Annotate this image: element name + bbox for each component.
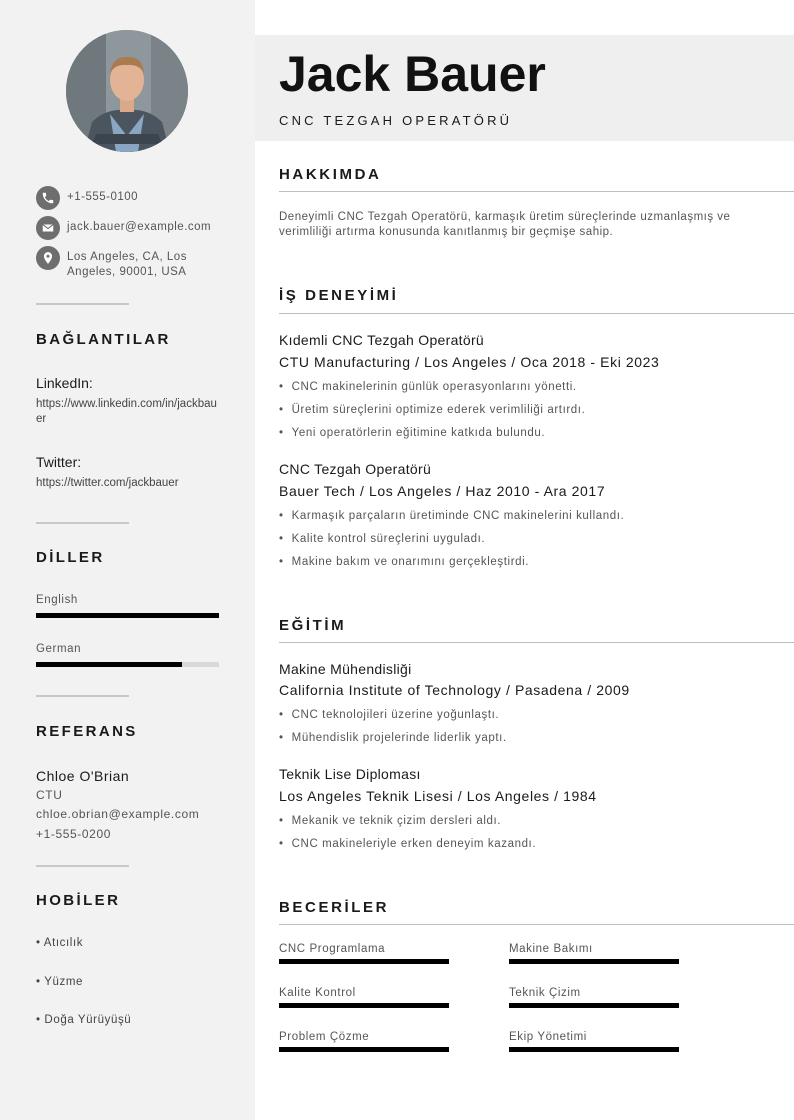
email-text: jack.bauer@example.com xyxy=(67,221,212,233)
twitter-label: Twitter: xyxy=(36,454,82,470)
language-name: German xyxy=(36,643,82,655)
hobby-item: • Atıcılık xyxy=(36,937,84,949)
skill-level-fill xyxy=(509,1003,679,1008)
bullet-item: • Makine bakım ve onarımını gerçekleştirdi. xyxy=(279,554,779,577)
skills-heading: BECERİLER xyxy=(279,899,390,916)
bullet-item: • CNC teknolojileri üzerine yoğunlaştı. xyxy=(279,707,779,730)
skill-level-fill xyxy=(279,1047,449,1052)
job-bullets xyxy=(279,508,779,577)
profile-photo-image xyxy=(66,30,188,152)
skill-item xyxy=(509,987,679,1008)
section-rule xyxy=(279,642,794,643)
degree-meta: Los Angeles Teknik Lisesi / Los Angeles / 1984 xyxy=(279,788,597,804)
divider xyxy=(36,303,129,305)
skill-level-bar xyxy=(279,1003,449,1008)
job-position: CNC Tezgah Operatörü xyxy=(279,461,432,477)
contact-phone xyxy=(36,186,217,210)
address-text: Los Angeles, CA, Los Angeles, 90001, USA xyxy=(67,251,187,278)
job-meta: CTU Manufacturing / Los Angeles / Oca 2018 - Eki 2023 xyxy=(279,354,660,370)
experience-heading: İŞ DENEYİMİ xyxy=(279,287,399,304)
job-meta: Bauer Tech / Los Angeles / Haz 2010 - Ara 2017 xyxy=(279,483,606,499)
bullet-item: • CNC makinelerinin günlük operasyonlarını yönetti. xyxy=(279,379,779,402)
contact-address xyxy=(36,246,202,280)
bullet-item: • Mekanik ve teknik çizim dersleri aldı. xyxy=(279,813,779,836)
language-name: English xyxy=(36,594,78,606)
location-pin-icon xyxy=(36,246,60,270)
degree-title: Makine Mühendisliği xyxy=(279,661,412,677)
skill-level-fill xyxy=(509,1047,679,1052)
skill-level-bar xyxy=(509,1047,679,1052)
divider xyxy=(36,865,129,867)
skill-name: Problem Çözme xyxy=(279,1031,370,1043)
degree-bullets xyxy=(279,707,779,753)
reference-company: CTU xyxy=(36,788,63,802)
about-heading: HAKKIMDA xyxy=(279,166,382,183)
skill-level-fill xyxy=(279,1003,449,1008)
main-content xyxy=(255,0,794,1120)
languages-heading: DİLLER xyxy=(36,549,105,566)
degree-meta: California Institute of Technology / Pasadena / 2009 xyxy=(279,682,630,698)
divider xyxy=(36,695,129,697)
hobby-item: • Doğa Yürüyüşü xyxy=(36,1014,132,1026)
skill-level-fill xyxy=(279,959,449,964)
skill-name: Kalite Kontrol xyxy=(279,987,356,999)
skill-name: Teknik Çizim xyxy=(509,987,581,999)
linkedin-link[interactable]: https://www.linkedin.com/in/jackbauer xyxy=(36,398,217,425)
section-rule xyxy=(279,191,794,192)
divider xyxy=(36,522,129,524)
education-heading: EĞİTİM xyxy=(279,617,347,634)
section-rule xyxy=(279,924,794,925)
reference-name: Chloe O'Brian xyxy=(36,768,130,784)
skill-name: CNC Programlama xyxy=(279,943,386,955)
skill-item xyxy=(279,987,449,1008)
twitter-link[interactable]: https://twitter.com/jackbauer xyxy=(36,477,179,489)
mail-icon xyxy=(36,216,60,240)
language-level-fill xyxy=(36,662,182,667)
bullet-item: • Üretim süreçlerini optimize ederek verimliliği artırdı. xyxy=(279,402,779,425)
hobby-label: Yüzme xyxy=(44,976,84,988)
bullet-item: • Karmaşık parçaların üretiminde CNC makinelerini kullandı. xyxy=(279,508,779,531)
contact-email xyxy=(36,216,217,240)
skill-level-bar xyxy=(509,959,679,964)
bullet-item: • Kalite kontrol süreçlerini uyguladı. xyxy=(279,531,779,554)
links-heading: BAĞLANTILAR xyxy=(36,331,171,348)
bullet-item: • Yeni operatörlerin eğitimine katkıda bulundu. xyxy=(279,425,779,448)
full-name: Jack Bauer xyxy=(279,46,546,102)
skill-item xyxy=(509,1031,679,1052)
job-position: Kıdemli CNC Tezgah Operatörü xyxy=(279,332,485,348)
phone-icon xyxy=(36,186,60,210)
skill-item xyxy=(279,1031,449,1052)
reference-heading: REFERANS xyxy=(36,723,138,740)
job-title: CNC TEZGAH OPERATÖRÜ xyxy=(279,113,513,128)
bullet-item: • Mühendislik projelerinde liderlik yaptı. xyxy=(279,730,779,753)
language-level-fill xyxy=(36,613,219,618)
language-level-bar xyxy=(36,662,219,667)
hobby-label: Doğa Yürüyüşü xyxy=(44,1014,132,1026)
profile-photo xyxy=(66,30,188,152)
degree-title: Teknik Lise Diploması xyxy=(279,766,421,782)
linkedin-label: LinkedIn: xyxy=(36,375,93,391)
skill-level-bar xyxy=(279,959,449,964)
reference-phone: +1-555-0200 xyxy=(36,827,111,841)
skill-level-fill xyxy=(509,959,679,964)
skill-item xyxy=(509,943,679,964)
skill-level-bar xyxy=(279,1047,449,1052)
phone-text: +1-555-0100 xyxy=(67,191,139,203)
language-level-bar xyxy=(36,613,219,618)
about-text: Deneyimli CNC Tezgah Operatörü, karmaşık üretim süreçlerinde uzmanlaşmış ve verimliliği artırma konusunda kanıtlanmış bir geçmişe sahip. xyxy=(279,211,731,238)
job-bullets xyxy=(279,379,779,448)
skill-item xyxy=(279,943,449,964)
sidebar xyxy=(0,0,255,1120)
hobby-item: • Yüzme xyxy=(36,976,84,988)
skill-level-bar xyxy=(509,1003,679,1008)
skill-name: Ekip Yönetimi xyxy=(509,1031,587,1043)
header-band xyxy=(255,35,794,141)
hobby-label: Atıcılık xyxy=(43,937,84,949)
section-rule xyxy=(279,313,794,314)
degree-bullets xyxy=(279,813,779,859)
bullet-item: • CNC makineleriyle erken deneyim kazandı. xyxy=(279,836,779,859)
reference-email: chloe.obrian@example.com xyxy=(36,807,200,821)
skill-name: Makine Bakımı xyxy=(509,943,593,955)
hobbies-heading: HOBİLER xyxy=(36,892,121,909)
